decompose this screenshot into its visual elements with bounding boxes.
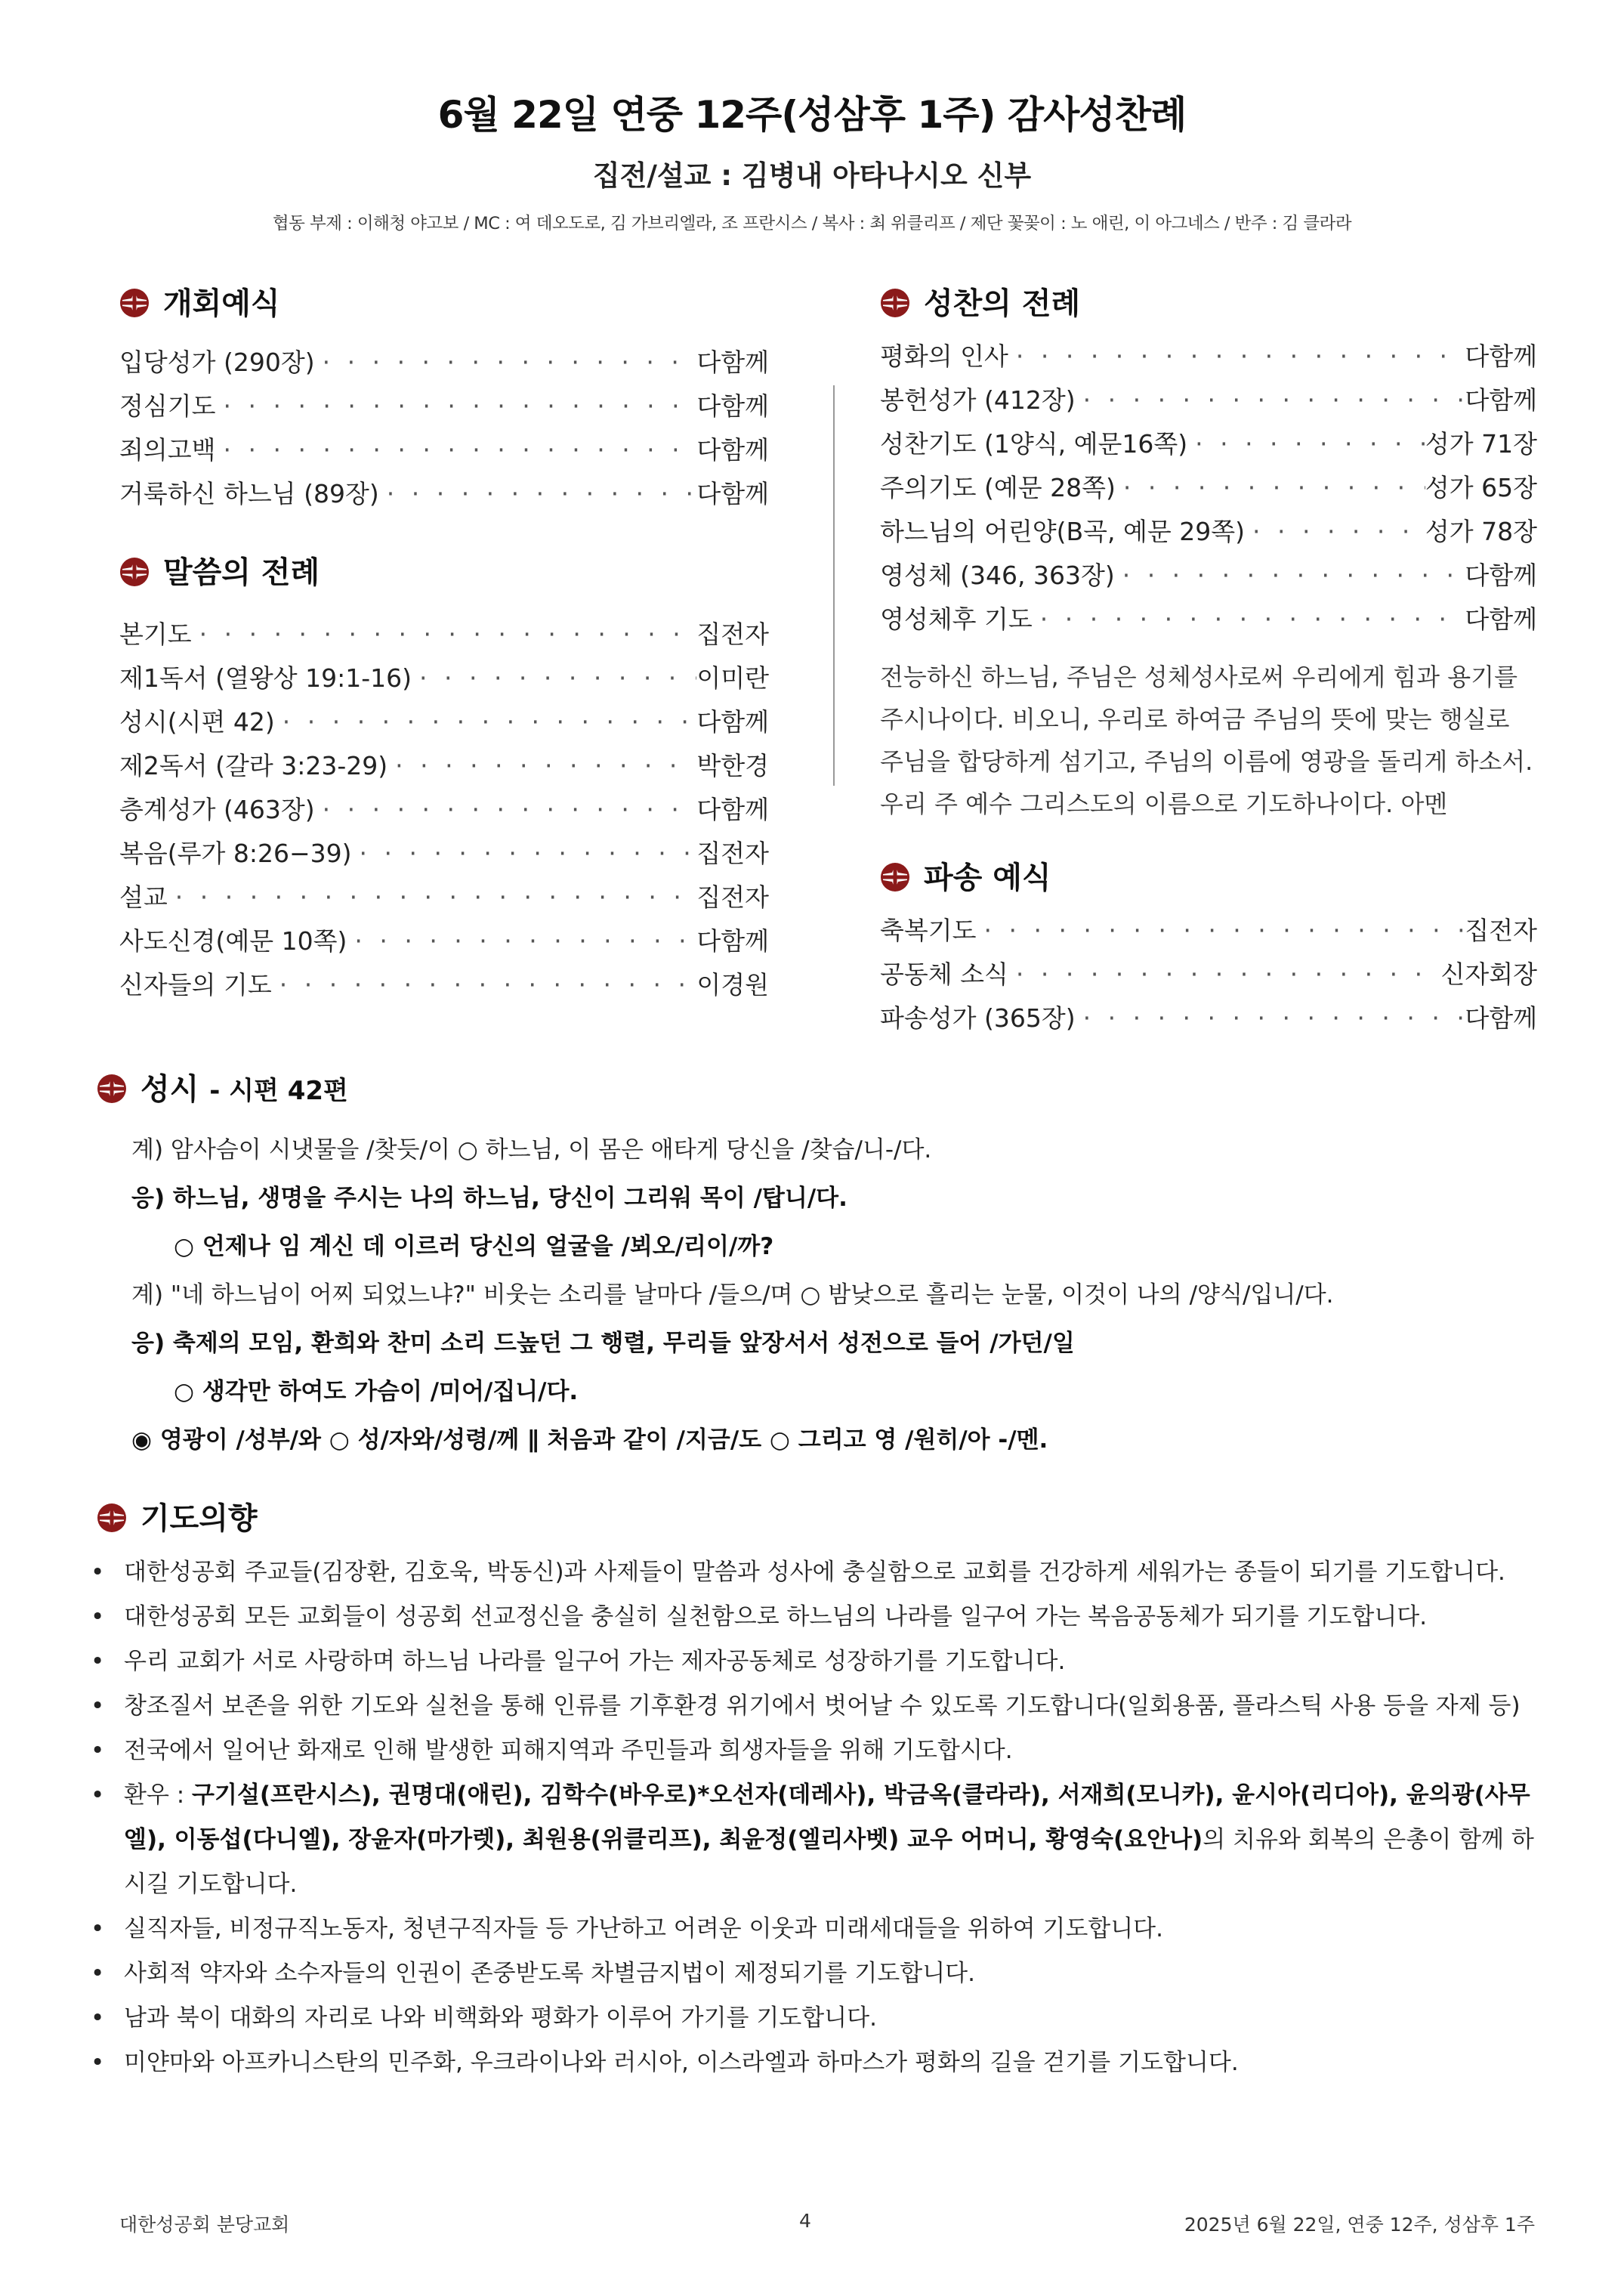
psalm-line: 계) "네 하느님이 어찌 되었느냐?" 비웃는 소리를 날마다 /들으/며 ○ 밤낮으로 흘리는 눈물, 이것이 나의 /양식/입니/다.: [131, 1281, 1334, 1309]
list-item: 파송성가 (365장) · · · 다함께: [880, 999, 1537, 1043]
opening-list: [119, 343, 769, 518]
sick-suffix: 의 치유와 회복의 은총이 함께 하시길 기도합니다.: [124, 1826, 1534, 1898]
section-eucharist-title: [880, 281, 1537, 326]
left-column: [119, 281, 769, 1009]
list-item: • 우리 교회가 서로 사랑하며 하느님 나라를 일구어 가는 제자공동체로 성장하기를 기도합니다.: [89, 1639, 1539, 1684]
footer-church: 대한성공회 분당교회: [119, 2214, 290, 2236]
list-item: 층계성가 (463장) · · · 다함께: [119, 790, 769, 834]
cross-icon: [97, 1074, 127, 1104]
psalm-line: 계) 암사슴이 시냇물을 /찾듯/이 ○ 하느님, 이 몸은 애타게 당신을 /찾습/니-/다.: [131, 1136, 932, 1163]
list-item: • 남과 북이 대화의 자리로 나와 비핵화와 평화가 이루어 가기를 기도합니다.: [89, 1996, 1539, 2041]
word-list: [119, 615, 769, 1009]
bulletin-header: [0, 85, 1624, 234]
list-item: 공동체 소식 · · · 신자회장: [880, 955, 1537, 999]
list-item: 성시(시편 42) · · · 다함께: [119, 703, 769, 746]
intentions-list: [89, 1550, 1539, 2085]
list-item: 설교 · · · 집전자: [119, 878, 769, 922]
list-item: 정심기도 · · · 다함께: [119, 387, 769, 431]
section-intentions-title: [89, 1496, 1539, 1541]
cross-icon: [119, 557, 150, 587]
section-psalm-sublabel: - 시편 42편: [209, 1076, 348, 1106]
section-intentions-label: 기도의향: [140, 1501, 258, 1536]
sick-prefix: 환우 :: [124, 1782, 193, 1809]
list-item: 축복기도 · · · 집전자: [880, 911, 1537, 955]
psalm-section: [97, 1067, 1532, 1464]
list-item: 복음(루가 8:26−39) · · · 집전자: [119, 834, 769, 878]
list-item: • 미얀마와 아프카니스탄의 민주화, 우크라이나와 러시아, 이스라엘과 하마스가 평화의 길을 걷기를 기도합니다.: [89, 2041, 1539, 2085]
eucharist-list: [880, 337, 1537, 644]
list-item: 신자들의 기도 · · · 이경원: [119, 966, 769, 1009]
intentions-section: [89, 1496, 1539, 2085]
section-dismissal-title: [880, 855, 1537, 901]
service-title: 6월 22일 연중 12주(성삼후 1주) 감사성찬례: [437, 93, 1187, 137]
section-dismissal-label: 파송 예식: [924, 861, 1051, 895]
list-item: 성찬기도 (1양식, 예문16쪽) · · · 성가 71장: [880, 425, 1537, 468]
list-item: 하느님의 어린양(B곡, 예문 29쪽) · · · 성가 78장: [880, 512, 1537, 556]
celebrant-line: 집전/설교 : 김병내 아타나시오 신부: [592, 159, 1032, 192]
cross-icon: [97, 1503, 127, 1533]
psalm-line: 응) 하느님, 생명을 주시는 나의 하느님, 당신이 그리워 목이 /탑니/다.: [131, 1185, 848, 1212]
list-item: 봉헌성가 (412장) · · · 다함께: [880, 381, 1537, 425]
list-item: 영성체후 기도 · · · 다함께: [880, 600, 1537, 644]
section-opening-label: 개회예식: [163, 286, 280, 321]
list-item-sick: [89, 1773, 1539, 1907]
section-psalm-title: [97, 1067, 1532, 1112]
list-item: • 대한성공회 모든 교회들이 성공회 선교정신을 충실히 실천함으로 하느님의 나라를 일구어 가는 복음공동체가 되기를 기도합니다.: [89, 1595, 1539, 1639]
list-item: 사도신경(예문 10쪽) · · · 다함께: [119, 922, 769, 966]
dismissal-list: [880, 911, 1537, 1043]
section-opening-title: [119, 281, 769, 326]
cross-icon: [880, 862, 910, 892]
list-item: 제1독서 (열왕상 19:1-16) · · · 이미란: [119, 659, 769, 703]
cross-icon: [880, 288, 910, 318]
list-item: • 창조질서 보존을 위한 기도와 실천을 통해 인류를 기후환경 위기에서 벗어날 수 있도록 기도합니다(일회용품, 플라스틱 사용 등을 자제 등): [89, 1684, 1539, 1729]
footer-page-number: 4: [799, 2210, 811, 2232]
list-item: 영성체 (346, 363장) · · · 다함께: [880, 556, 1537, 600]
list-item: 거룩하신 하느님 (89장) · · · 다함께: [119, 474, 769, 518]
psalm-line: ◉ 영광이 /성부/와 ○ 성/자와/성령/께 ∥ 처음과 같이 /지금/도 ○ 그리고 영 /원히/아 -/멘.: [131, 1426, 1048, 1454]
list-item: • 대한성공회 주교들(김장환, 김호욱, 박동신)과 사제들이 말씀과 성사에 충실함으로 교회를 건강하게 세워가는 종들이 되기를 기도합니다.: [89, 1550, 1539, 1595]
list-item: • 사회적 약자와 소수자들의 인권이 존중받도록 차별금지법이 제정되기를 기도합니다.: [89, 1952, 1539, 1996]
list-item: • 실직자들, 비정규직노동자, 청년구직자들 등 가난하고 어려운 이웃과 미래세대들을 위하여 기도합니다.: [89, 1907, 1539, 1952]
cross-icon: [119, 288, 150, 318]
psalm-line: ○ 언제나 임 계신 데 이르러 당신의 얼굴을 /뵈오/리이/까?: [174, 1233, 774, 1260]
section-word-label: 말씀의 전례: [163, 555, 320, 590]
section-eucharist-label: 성찬의 전례: [924, 286, 1081, 321]
section-word-title: [119, 550, 769, 595]
footer-date: 2025년 6월 22일, 연중 12주, 성삼후 1주: [1184, 2214, 1535, 2236]
sick-names: 구기설(프란시스), 권명대(애린), 김학수(바우로)*오선자(데레사), 박금옥(클라라), 서재희(모니카), 윤시아(리디아), 윤의광(사무엘), 이동섭(다니엘), 장윤자(마가렛), 최원용(위클리프), 최윤정(엘리사벳) 교우 어머니, 황영숙(요안나): [124, 1782, 1530, 1853]
list-item: 평화의 인사 · · · 다함께: [880, 337, 1537, 381]
section-psalm-label: 성시: [140, 1072, 199, 1107]
list-item: 제2독서 (갈라 3:23-29) · · · 박한경: [119, 746, 769, 790]
ministers-credits: 협동 부제 : 이해청 야고보 / MC : 여 데오도로, 김 가브리엘라, 조 프란시스 / 복사 : 최 위클리프 / 제단 꽃꽂이 : 노 애린, 이 아그네스 / 반주 : 김 클라라: [272, 214, 1352, 233]
psalm-line: ○ 생각만 하여도 가슴이 /미어/집니/다.: [174, 1378, 579, 1405]
list-item: 죄의고백 · · · 다함께: [119, 431, 769, 474]
column-divider: [833, 385, 835, 786]
post-communion-prayer: 전능하신 하느님, 주님은 성체성사로써 우리에게 힘과 용기를 주시나이다. 비오니, 우리로 하여금 주님의 뜻에 맞는 행실로 주님을 합당하게 섬기고, 주님의 이름에 영광을 돌리게 하소서. 우리 주 예수 그리스도의 이름으로 기도하나이다. 아멘: [880, 663, 1533, 818]
list-item: 입당성가 (290장) · · · 다함께: [119, 343, 769, 387]
list-item: • 전국에서 일어난 화재로 인해 발생한 피해지역과 주민들과 희생자들을 위해 기도합시다.: [89, 1729, 1539, 1773]
right-column: [880, 281, 1537, 1043]
list-item: 본기도 · · · 집전자: [119, 615, 769, 659]
psalm-line: 응) 축제의 모임, 환희와 찬미 소리 드높던 그 행렬, 무리들 앞장서서 성전으로 들어 /가던/일: [131, 1330, 1075, 1357]
list-item: 주의기도 (예문 28쪽) · · · 성가 65장: [880, 468, 1537, 512]
psalm-text: [97, 1126, 1532, 1464]
